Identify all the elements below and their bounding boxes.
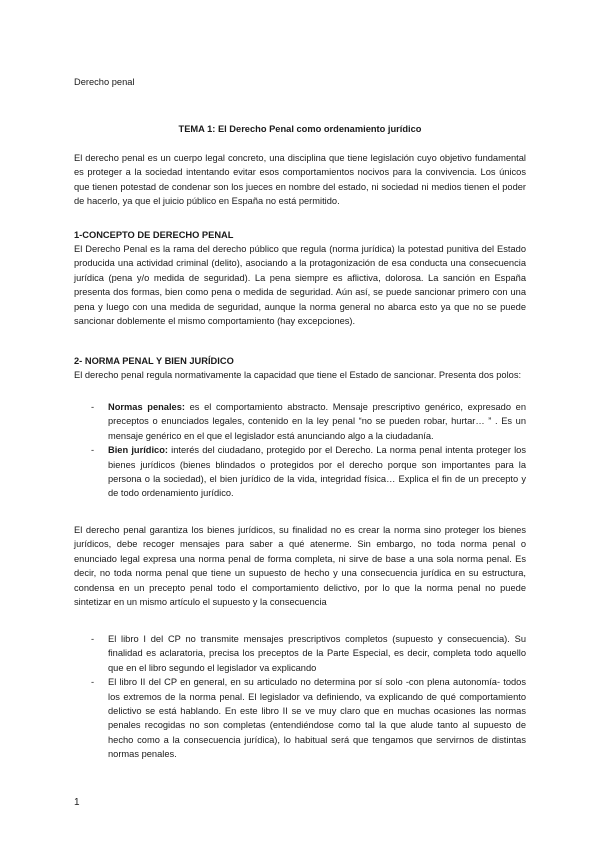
- list-item-text: es el comportamiento abstracto. Mensaje prescriptivo genérico, expresado en preceptos o enunciados legales, contenido en la ley penal “no se pueden robar, hurtar… ” . Es un mensaje genérico en el que el legislador está anunciando algo a la ciudadanía.: [108, 402, 526, 441]
- list-item-text: El libro I del CP no transmite mensajes prescriptivos completos (supuesto y consecuencia). Su finalidad es aclaratoria, precisa los preceptos de la Parte Especial, es decir, completa todo aquello que en el libro segundo el legislador va explicando: [108, 634, 526, 673]
- section-2-heading: 2- NORMA PENAL Y BIEN JURÍDICO: [74, 356, 234, 366]
- poles-list: [74, 400, 526, 501]
- list-dash: -: [91, 445, 95, 456]
- list-item: [74, 675, 526, 761]
- document-header: Derecho penal: [74, 77, 135, 87]
- list-item: [74, 443, 526, 501]
- books-list: [74, 632, 526, 762]
- list-item: [74, 400, 526, 443]
- list-dash: -: [91, 677, 95, 688]
- section-1: [74, 228, 526, 328]
- list-item-term: Normas penales:: [108, 402, 185, 412]
- section-1-paragraph: El Derecho Penal es la rama del derecho público que regula (norma jurídica) la potestad punitiva del Estado producida una actividad criminal (delito), asociando a la protagonización de esa conducta una consecuencia jurídica (pena y/o medida de seguridad). La pena siempre es aflictiva, dolorosa. La sanción en España presenta dos formas, bien como pena o medida de seguridad. Aún así, se puede sancionar primero con una pena y luego con una medida de seguridad, aunque la norma general no abarca esto ya que no se puede sancionar doblemente el mismo comportamiento (hay excepciones).: [74, 244, 526, 327]
- list-item-term: Bien jurídico:: [108, 445, 168, 456]
- list-dash: -: [91, 634, 95, 644]
- section-2: [74, 354, 526, 382]
- section-2-intro: El derecho penal regula normativamente la capacidad que tiene el Estado de sancionar. Presenta dos polos:: [74, 370, 522, 380]
- intro-paragraph: El derecho penal es un cuerpo legal concreto, una disciplina que tiene legislación cuyo objetivo fundamental es proteger a la sociedad intentando evitar esos comportamientos nocivos para la convivencia. Los únicos que tienen potestad de condenar son los jueces en nombre del estado, ni sociedad ni medios tienen el poder de hacerlo, ya que el juicio público en España no está permitido.: [74, 153, 526, 207]
- section-2-paragraph: El derecho penal garantiza los bienes jurídicos, su finalidad no es crear la norma sino proteger los bienes jurídicos, debe recoger mensajes para saber a qué atenerme. Sin embargo, no toda norma penal o enunciado legal expresa una norma penal de forma completa, ni sirve de base a una sola norma penal. Es decir, no toda norma penal que tiene un supuesto de hecho y una consecuencia jurídica en su estructura, condensa en un precepto penal todo el comportamiento delictivo, por lo que la norma penal no puede sintetizar en un mismo artículo el supuesto y la consecuencia: [74, 525, 526, 608]
- document-title: TEMA 1: El Derecho Penal como ordenamiento jurídico: [178, 124, 422, 134]
- list-item-text: interés del ciudadano, protegido por el Derecho. La norma penal intenta proteger los bienes jurídicos (bienes blindados o protegidos por el derecho porque son importantes para la persona o la sociedad), el bien jurídico de la vida, integridad física… Explica el fin de un precepto y de todo ordenamiento jurídico.: [108, 445, 526, 499]
- list-dash: -: [91, 402, 95, 412]
- list-item: [74, 632, 526, 675]
- page-number: 1: [74, 797, 80, 808]
- list-item-text: El libro II del CP en general, en su articulado no determina por sí solo -con plena autonomía- todos los extremos de la norma penal. El legislador va definiendo, va explicando de qué comportamiento delictivo se está hablando. En este libro II se ve muy claro que en muchas ocasiones las normas penales recogidas no son completas (entendiéndose como tal la que alude tanto al supuesto de hecho como a la consecuencia jurídica), lo habitual será que tengamos que servirnos de distintas normas penales.: [108, 677, 526, 760]
- section-1-heading: 1-CONCEPTO DE DERECHO PENAL: [74, 230, 234, 240]
